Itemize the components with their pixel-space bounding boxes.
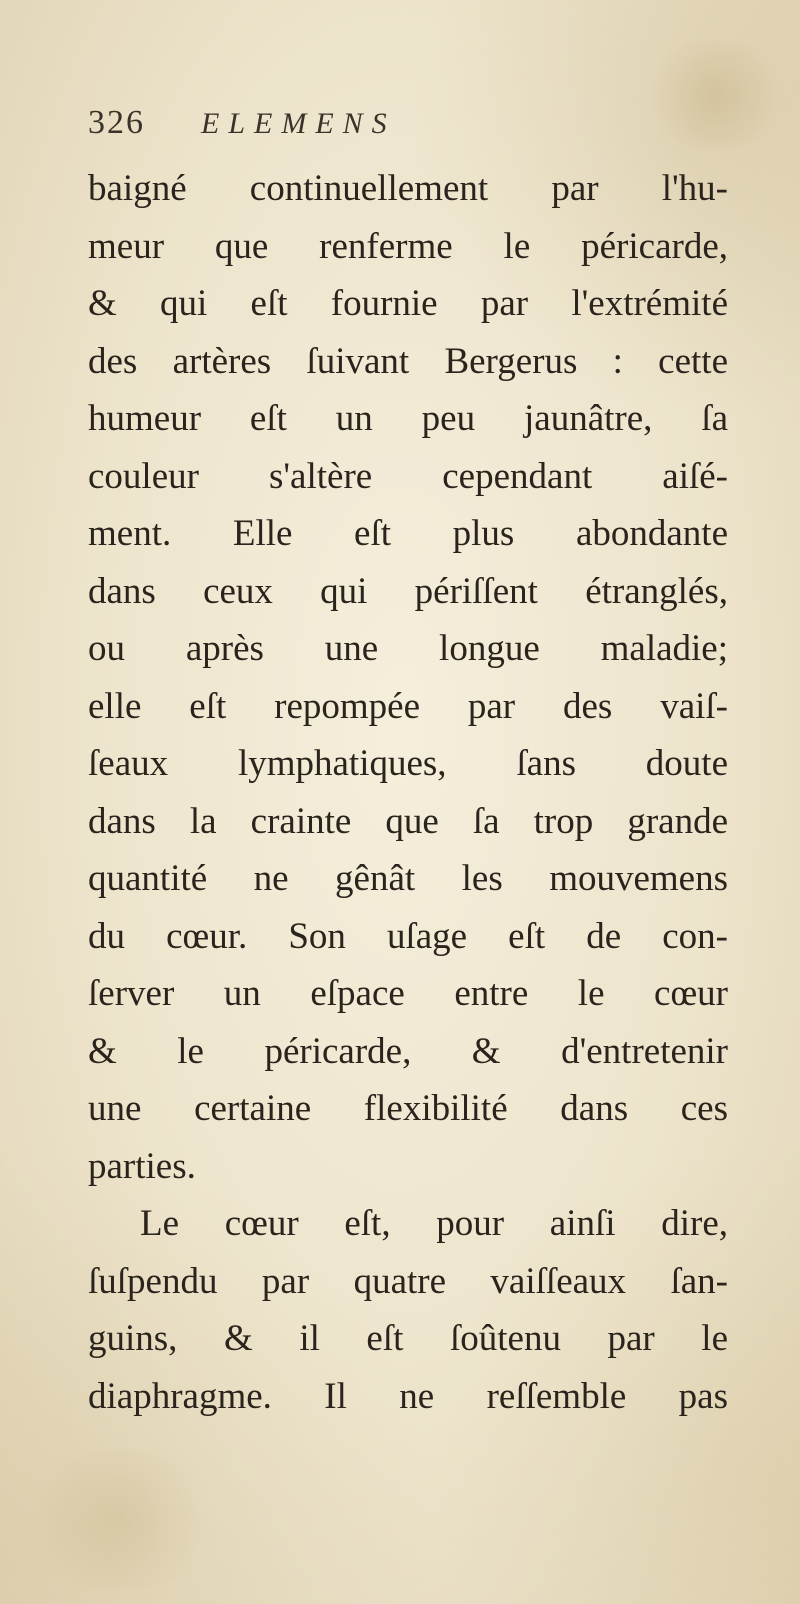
text-line: des artères ſuivant Bergerus : cette bbox=[88, 340, 728, 382]
page-number: 326 bbox=[88, 104, 145, 141]
text-line: elle eſt repompée par des vaiſ- bbox=[88, 685, 728, 727]
text-line: diaphragme. Il ne reſſemble pas bbox=[88, 1375, 728, 1417]
text-line: du cœur. Son uſage eſt de con- bbox=[88, 915, 728, 957]
running-head bbox=[88, 104, 396, 154]
text-line: & qui eſt fournie par l'extrémité bbox=[88, 283, 728, 324]
text-line: ment. Elle eſt plus abondante bbox=[88, 513, 728, 554]
body-text bbox=[88, 160, 728, 1425]
text-line: & le péricarde, & d'entretenir bbox=[88, 1030, 728, 1072]
text-line: guins, & il eſt ſoûtenu par le bbox=[88, 1318, 728, 1359]
text-line: quantité ne gênât les mouvemens bbox=[88, 858, 728, 899]
text-line: dans ceux qui périſſent étranglés, bbox=[88, 570, 728, 612]
paper-stain bbox=[20, 1450, 220, 1590]
text-line: dans la crainte que ſa trop grande bbox=[88, 800, 728, 842]
text-line: parties. bbox=[88, 1145, 196, 1187]
paper-stain bbox=[640, 40, 790, 150]
text-line: une certaine flexibilité dans ces bbox=[88, 1088, 728, 1129]
text-line: humeur eſt un peu jaunâtre, ſa bbox=[88, 398, 728, 439]
text-line: couleur s'altère cependant aiſé- bbox=[88, 455, 728, 497]
text-line: ſeaux lymphatiques, ſans doute bbox=[88, 743, 728, 784]
running-title: ELEMENS bbox=[201, 107, 396, 140]
text-line: ſuſpendu par quatre vaiſſeaux ſan- bbox=[88, 1260, 728, 1302]
text-line: meur que renferme le péricarde, bbox=[88, 225, 728, 267]
text-line: ou après une longue maladie; bbox=[88, 628, 728, 669]
text-line: Le cœur eſt, pour ainſi dire, bbox=[140, 1203, 728, 1244]
text-line: ſerver un eſpace entre le cœur bbox=[88, 973, 728, 1014]
text-line: baigné continuellement par l'hu- bbox=[88, 168, 728, 209]
